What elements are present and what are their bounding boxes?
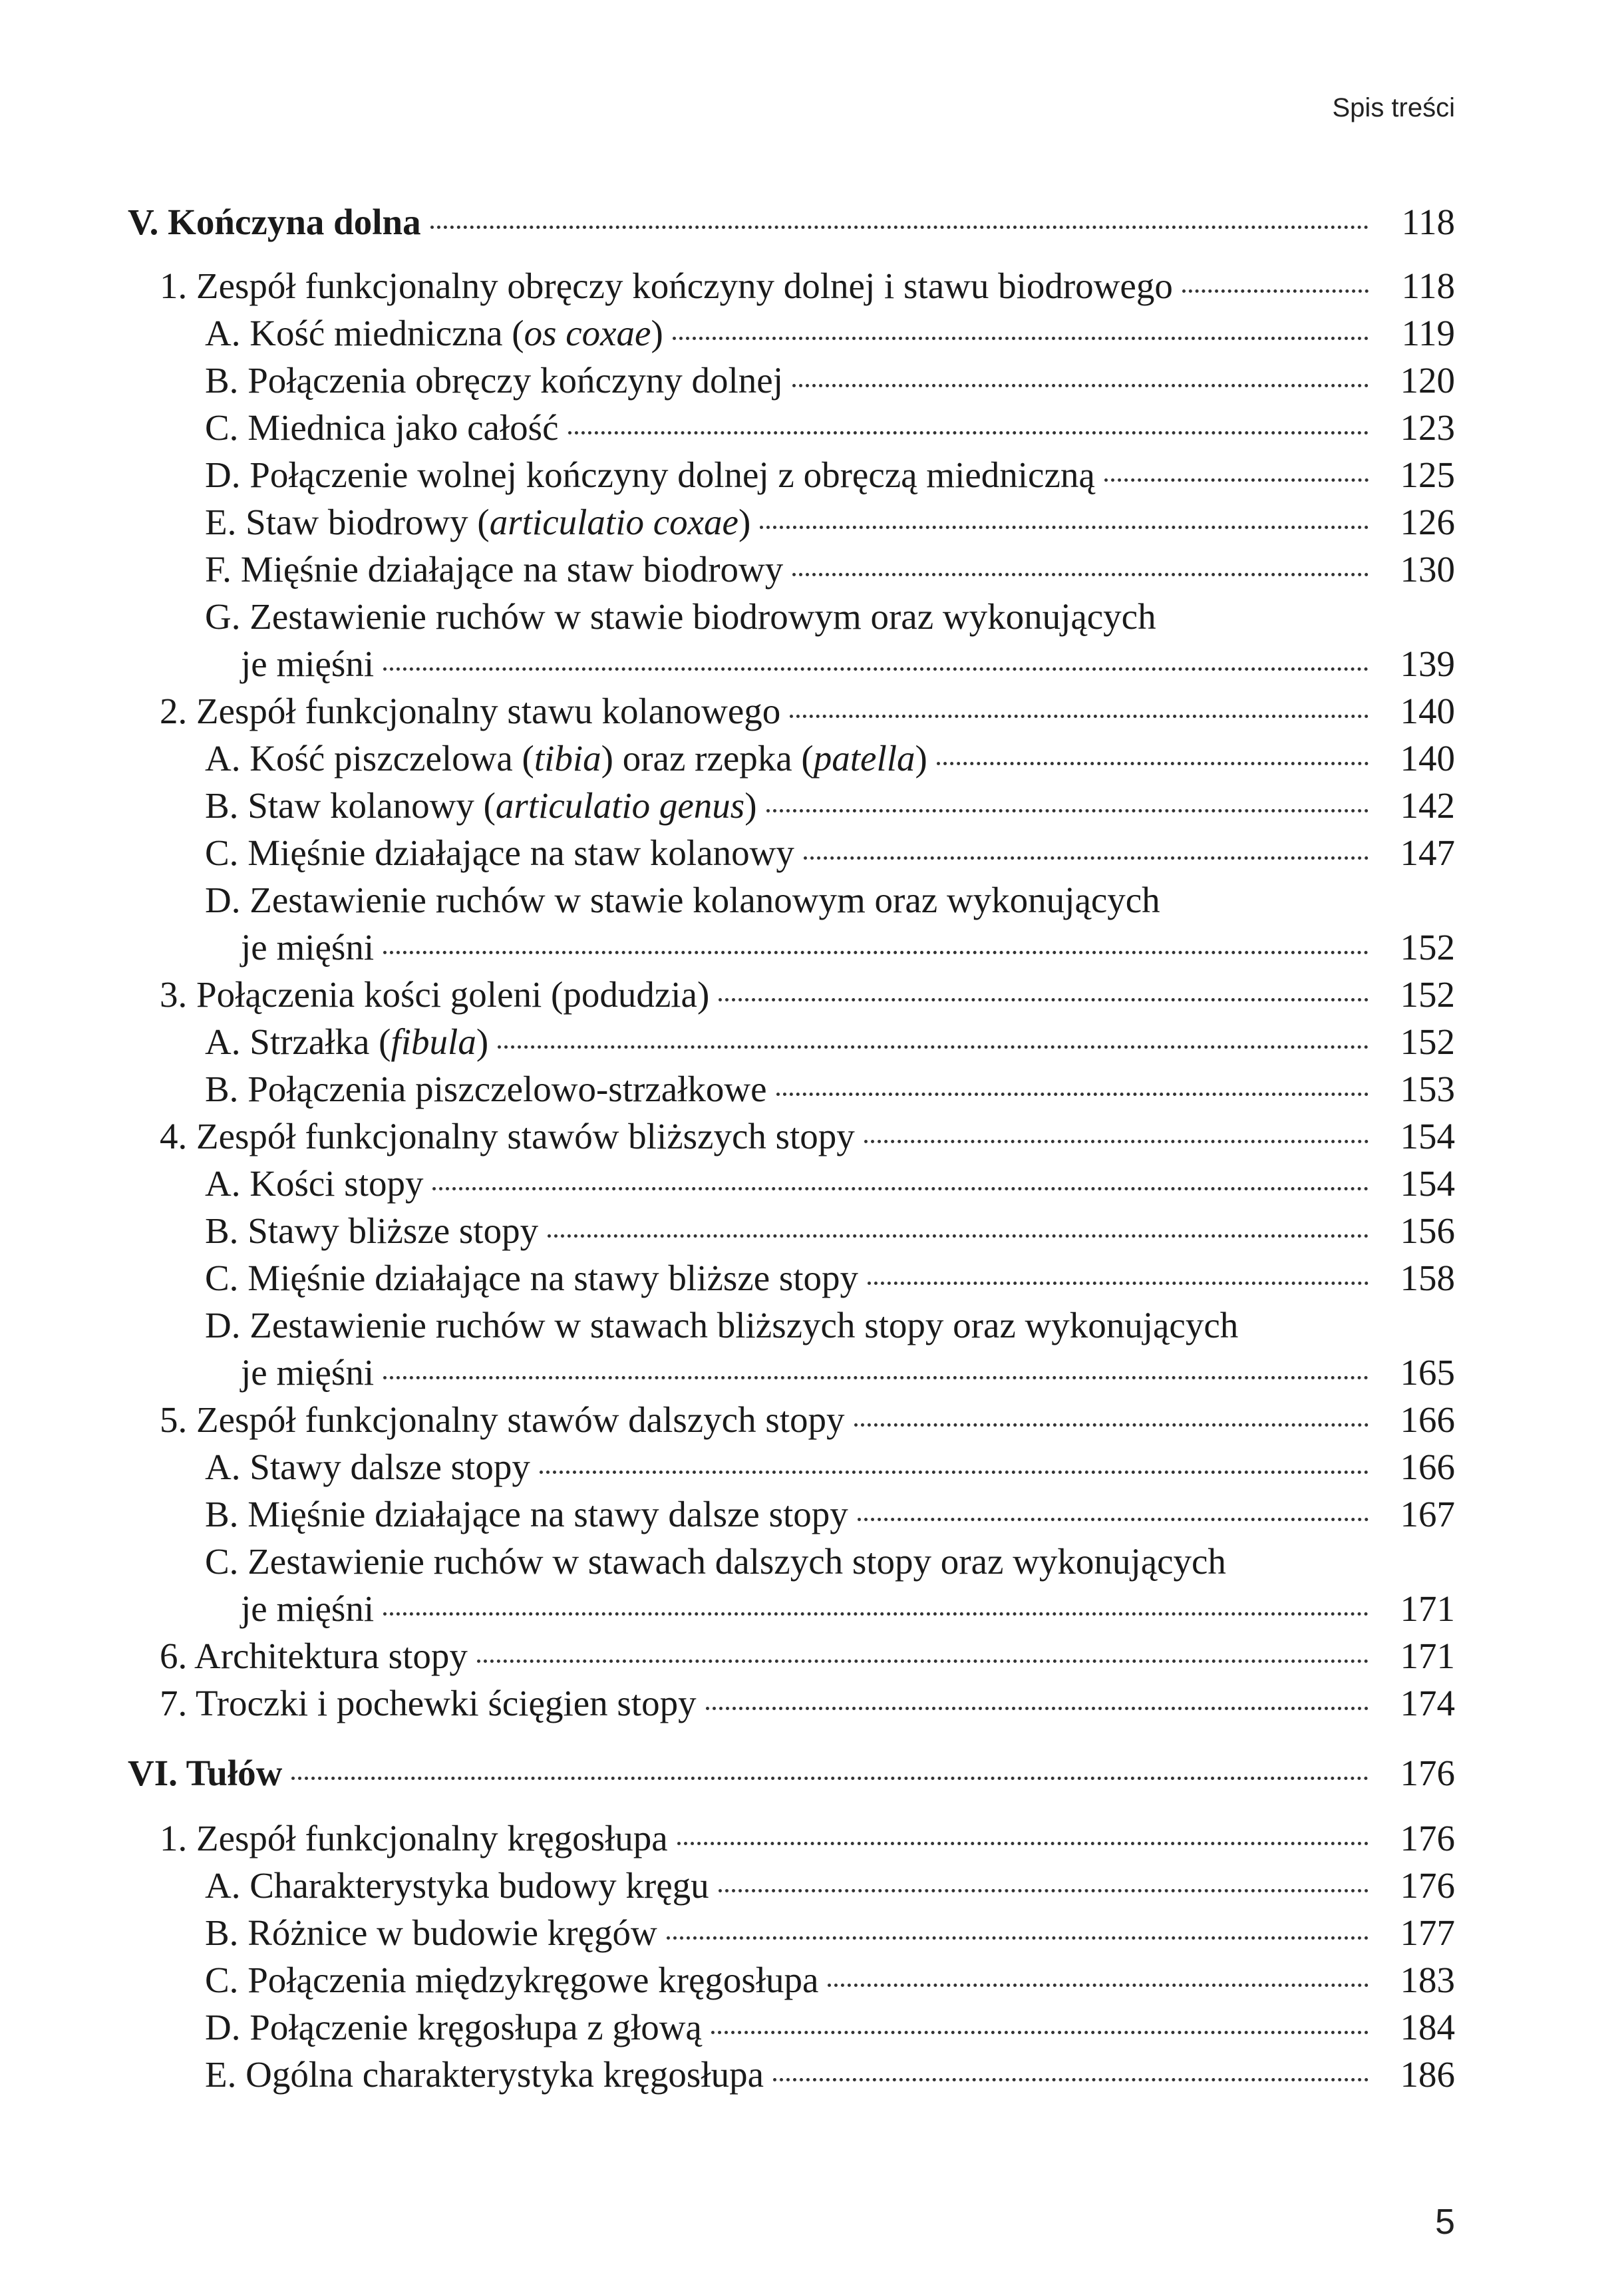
dot-leader [854, 1423, 1369, 1427]
toc-entry-label: je mięśni [241, 1352, 375, 1393]
dot-leader [383, 1612, 1369, 1616]
toc-page-number: 177 [1400, 1912, 1455, 1953]
dot-leader [667, 1936, 1369, 1940]
dot-leader [383, 1375, 1369, 1379]
toc-entry[interactable] [0, 357, 1455, 404]
toc-entry[interactable] [0, 1160, 1455, 1207]
toc-page-number: 120 [1400, 360, 1455, 401]
dot-leader [858, 1517, 1369, 1521]
toc-page-number: 125 [1400, 454, 1455, 495]
toc-entry-label: C. Mięśnie działające na staw kolanowy [205, 832, 794, 873]
toc-entry[interactable] [0, 1633, 1455, 1679]
toc-page-number: 186 [1400, 2054, 1455, 2095]
dot-leader [540, 1470, 1369, 1474]
dot-leader [719, 997, 1369, 1001]
dot-leader [828, 1983, 1369, 1987]
toc-page-number: 154 [1400, 1163, 1455, 1204]
toc-page-number: 154 [1400, 1116, 1455, 1156]
toc-page-number: 165 [1400, 1352, 1455, 1393]
toc-page-number: 119 [1401, 313, 1455, 353]
toc-entry[interactable] [0, 971, 1455, 1018]
toc-page-number: 147 [1400, 832, 1455, 873]
toc-entry-label: A. Charakterystyka budowy kręgu [205, 1865, 709, 1906]
toc-page-number: 142 [1400, 785, 1455, 826]
toc-part-v[interactable] [0, 199, 1455, 246]
dot-leader [548, 1234, 1369, 1238]
toc-entry-label: C. Mięśnie działające na stawy bliższe stopy [205, 1258, 859, 1298]
toc-page-number: 176 [1400, 1865, 1455, 1906]
dot-leader [291, 1776, 1369, 1780]
dot-leader [677, 1841, 1369, 1845]
toc-entry[interactable] [0, 1019, 1455, 1065]
dot-leader [937, 761, 1369, 765]
toc-entry[interactable] [0, 641, 1455, 687]
toc-entry-label: 7. Troczki i pochewki ścięgien stopy [160, 1683, 697, 1723]
dot-leader [719, 1888, 1369, 1892]
toc-entry-label: D. Połączenie wolnej kończyny dolnej z obręczą miedniczną [205, 454, 1095, 495]
toc-entry[interactable] [0, 499, 1455, 546]
toc-entry-label: A. Kość piszczelowa (tibia) oraz rzepka (patella) [205, 738, 927, 779]
running-head: Spis treści [1332, 93, 1455, 122]
toc-entry[interactable] [0, 1957, 1455, 2004]
dot-leader [568, 431, 1369, 435]
toc-entry[interactable] [0, 2004, 1455, 2051]
dot-leader [804, 856, 1369, 860]
toc-part-label: V. Kończyna dolna [128, 202, 421, 242]
toc-entry[interactable] [0, 1910, 1455, 1956]
dot-leader [790, 714, 1369, 718]
toc-entry[interactable] [0, 452, 1455, 498]
toc-entry-label: E. Ogólna charakterystyka kręgosłupa [205, 2054, 764, 2095]
dot-leader [864, 1139, 1369, 1143]
toc-entry-label-first-line[interactable]: G. Zestawienie ruchów w stawie biodrowym oraz wykonujących [205, 596, 1156, 637]
dot-leader [673, 336, 1369, 340]
dot-leader [432, 1186, 1369, 1190]
toc-entry-label: B. Połączenia piszczelowo-strzałkowe [205, 1069, 767, 1109]
dot-leader [498, 1045, 1369, 1049]
toc-entry[interactable] [0, 310, 1455, 357]
toc-page-number: 174 [1400, 1683, 1455, 1723]
toc-entry[interactable] [0, 1397, 1455, 1443]
dot-leader [383, 950, 1369, 954]
toc-entry[interactable] [0, 783, 1455, 829]
toc-entry-label: je mięśni [241, 643, 375, 684]
toc-page-number: 152 [1400, 1021, 1455, 1062]
toc-entry-label: B. Mięśnie działające na stawy dalsze stopy [205, 1494, 848, 1534]
toc-entry[interactable] [0, 1862, 1455, 1909]
toc-entry[interactable] [0, 1815, 1455, 1862]
toc-entry-label: je mięśni [241, 927, 375, 967]
toc-entry[interactable] [0, 735, 1455, 782]
dot-leader [1104, 478, 1369, 482]
toc-page-number: 156 [1400, 1210, 1455, 1251]
toc-page-number: 140 [1400, 691, 1455, 731]
toc-entry[interactable] [0, 546, 1455, 593]
toc-entry[interactable] [0, 1208, 1455, 1254]
toc-part-vi[interactable] [0, 1750, 1455, 1797]
toc-page-number: 171 [1400, 1588, 1455, 1629]
toc-page-number: 166 [1400, 1447, 1455, 1487]
toc-entry-label: E. Staw biodrowy (articulatio coxae) [205, 502, 751, 542]
toc-entry-label: B. Stawy bliższe stopy [205, 1210, 539, 1251]
toc-entry-label: A. Kości stopy [205, 1163, 424, 1204]
toc-entry[interactable] [0, 1349, 1455, 1396]
toc-entry-label: C. Połączenia międzykręgowe kręgosłupa [205, 1960, 819, 2000]
toc-entry-label-first-line[interactable]: D. Zestawienie ruchów w stawach bliższych stopy oraz wykonujących [205, 1305, 1239, 1345]
dot-leader [792, 572, 1369, 576]
toc-entry-label: A. Strzałka (fibula) [205, 1021, 489, 1062]
dot-leader [766, 808, 1369, 812]
toc-entry-label: A. Stawy dalsze stopy [205, 1447, 530, 1487]
dot-leader [868, 1281, 1369, 1285]
toc-entry-label: 1. Zespół funkcjonalny obręczy kończyny dolnej i stawu biodrowego [160, 265, 1173, 306]
toc-entry-label: 5. Zespół funkcjonalny stawów dalszych stopy [160, 1399, 845, 1440]
dot-leader [760, 525, 1369, 529]
toc-entry[interactable] [0, 405, 1455, 451]
dot-leader [477, 1659, 1369, 1663]
toc-entry-label: 6. Architektura stopy [160, 1636, 468, 1676]
toc-page-number: 130 [1400, 549, 1455, 590]
toc-page-number: 171 [1400, 1636, 1455, 1676]
toc-entry[interactable] [0, 924, 1455, 971]
toc-entry[interactable] [0, 1444, 1455, 1491]
toc-entry[interactable] [0, 1491, 1455, 1538]
toc-entry-label: C. Miednica jako całość [205, 407, 559, 448]
dot-leader [773, 2077, 1369, 2081]
toc-entry[interactable] [0, 1680, 1455, 1727]
toc-entry-label-first-line[interactable]: C. Zestawienie ruchów w stawach dalszych stopy oraz wykonujących [205, 1541, 1226, 1582]
toc-entry-label: 1. Zespół funkcjonalny kręgosłupa [160, 1818, 668, 1858]
toc-entry[interactable] [0, 263, 1455, 309]
dot-leader [1182, 289, 1369, 293]
toc-page-number: 140 [1400, 738, 1455, 779]
toc-page-number: 166 [1400, 1399, 1455, 1440]
toc-entry[interactable] [0, 1113, 1455, 1160]
dot-leader [711, 2030, 1369, 2034]
toc-entry[interactable] [0, 830, 1455, 876]
dot-leader [776, 1092, 1369, 1096]
toc-page-number: 176 [1400, 1818, 1455, 1858]
toc-page-number: 139 [1400, 643, 1455, 684]
toc-entry[interactable] [0, 688, 1455, 735]
dot-leader [430, 225, 1369, 229]
dot-leader [383, 667, 1369, 671]
toc-entry-label: 4. Zespół funkcjonalny stawów bliższych stopy [160, 1116, 855, 1156]
toc-part-label: VI. Tułów [128, 1753, 283, 1793]
toc-entry[interactable] [0, 2051, 1455, 2098]
toc-entry-label: 2. Zespół funkcjonalny stawu kolanowego [160, 691, 781, 731]
toc-entry-label: 3. Połączenia kości goleni (podudzia) [160, 974, 710, 1015]
toc-page-number: 123 [1400, 407, 1455, 448]
toc-entry[interactable] [0, 1586, 1455, 1632]
toc-page-number: 126 [1400, 502, 1455, 542]
toc-page-number: 158 [1400, 1258, 1455, 1298]
page-number: 5 [1434, 2202, 1455, 2242]
toc-page-number: 153 [1400, 1069, 1455, 1109]
toc-entry-label: A. Kość miedniczna (os coxae) [205, 313, 663, 353]
toc-entry-label: B. Połączenia obręczy kończyny dolnej [205, 360, 783, 401]
dot-leader [706, 1706, 1369, 1710]
toc-page-number: 176 [1400, 1753, 1455, 1793]
toc-entry[interactable] [0, 1255, 1455, 1302]
toc-page-number: 118 [1401, 265, 1455, 306]
toc-page-number: 152 [1400, 927, 1455, 967]
toc-page-number: 152 [1400, 974, 1455, 1015]
toc-entry-label: B. Różnice w budowie kręgów [205, 1912, 657, 1953]
toc-entry-label: B. Staw kolanowy (articulatio genus) [205, 785, 757, 826]
toc-page-number: 118 [1401, 202, 1455, 242]
toc-entry-label: F. Mięśnie działające na staw biodrowy [205, 549, 784, 590]
toc-page-number: 183 [1400, 1960, 1455, 2000]
toc-entry-label: D. Połączenie kręgosłupa z głową [205, 2007, 702, 2047]
toc-page-number: 184 [1400, 2007, 1455, 2047]
toc-page-number: 167 [1400, 1494, 1455, 1534]
dot-leader [792, 383, 1369, 387]
toc-entry-label: je mięśni [241, 1588, 375, 1629]
toc-entry[interactable] [0, 1066, 1455, 1113]
toc-entry-label-first-line[interactable]: D. Zestawienie ruchów w stawie kolanowym oraz wykonujących [205, 880, 1160, 920]
